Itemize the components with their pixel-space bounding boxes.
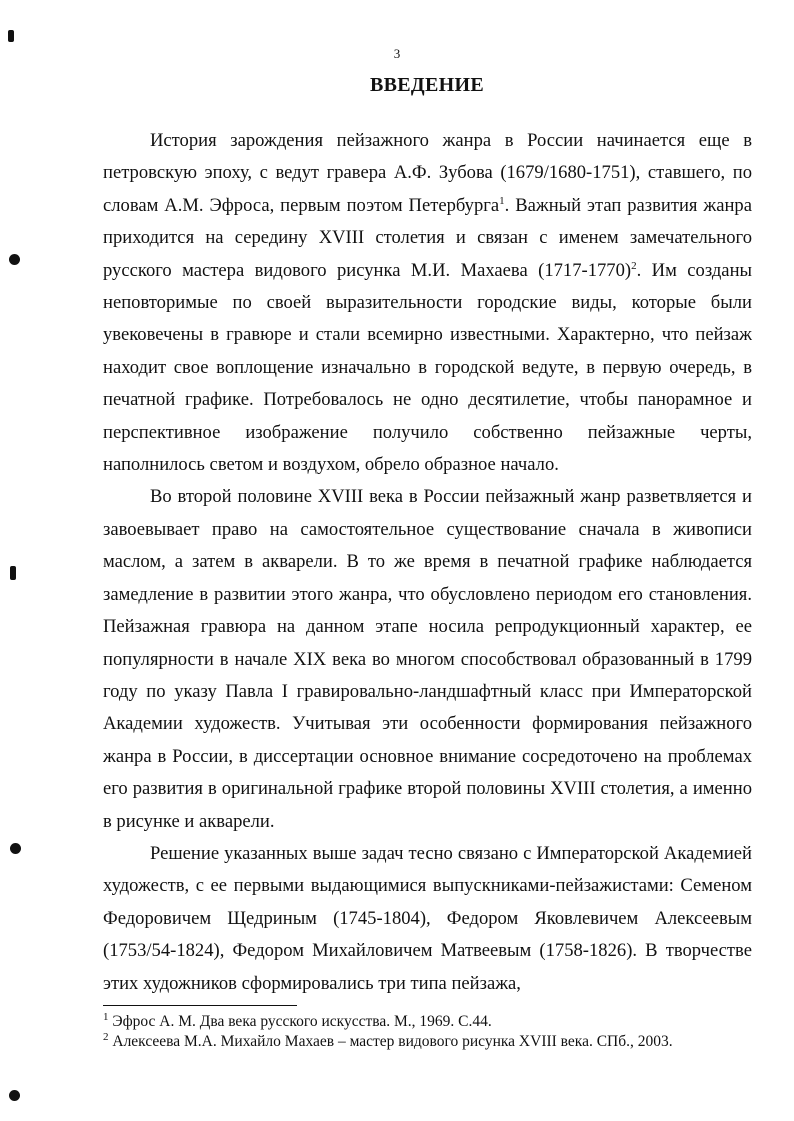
- page-number: 3: [393, 46, 401, 61]
- paragraph-text: Решение указанных выше задач тесно связано с Императорской Академией художеств, с ее первыми выдающимися выпускниками-пейзажистами: Семеном Федоровичем Щедриным (1745-1804), Федором Яковлевичем Алексеевым (1753/54-1824), Федором Михайловичем Матвеевым (1758-1826). В творчестве этих художников сформировались три типа пейзажа,: [103, 842, 752, 994]
- paragraph-text: Во второй половине XVIII века в России пейзажный жанр разветвляется и завоевывает право на самостоятельное существование сначала в живописи маслом, а затем в акварели. В то же время в печатной графике наблюдается замедление в развитии этого жанра, что обусловлено периодом его становления. Пейзажная гравюра на данном этапе носила репродукционный характер, ее популярности в начале XIX века во многом способствовал образованный в 1799 году по указу Павла I гравировально-ландшафтный класс при Императорской Академии художеств. Учитывая эти особенности формирования пейзажного жанра в России, в диссертации основное внимание сосредоточено на проблемах его развития в оригинальной графике второй половины XVIII столетия, а именно в рисунке и акварели.: [103, 486, 752, 832]
- paragraph-text: . Важный этап развития жанра приходится на середину XVIII столетия и связан с именем замечательного русского мастера видового рисунка М.И. Махаева (1717-1770): [103, 194, 752, 281]
- footnote-text: Эфрос А. М. Два века русского искусства. М., 1969. С.44.: [108, 1013, 492, 1030]
- footnote-text: Алексеева М.А. Михайло Махаев – мастер видового рисунка XVIII века. СПб., 2003.: [108, 1033, 673, 1050]
- paragraph-2: [103, 481, 752, 837]
- binding-hole-mark: [10, 843, 21, 854]
- footnote-marker: 2: [103, 1030, 109, 1043]
- binding-hole-mark: [9, 254, 20, 265]
- binding-hole-mark: [8, 30, 14, 42]
- footnotes: [103, 1012, 752, 1052]
- binding-hole-mark: [9, 1090, 20, 1101]
- binding-hole-mark: [10, 566, 16, 580]
- footnote-reference: 1: [499, 194, 505, 207]
- footnote-marker: 1: [103, 1010, 109, 1023]
- paragraph-text: . Им созданы неповторимые по своей выразительности городские виды, которые были увековечены в гравюре и стали всемирно известными. Характерно, что пейзаж находит свое воплощение изначально в городской ведуте, в первую очередь, в печатной графике. Потребовалось не одно десятилетие, чтобы панорамное и перспективное изображение получило собственно пейзажные черты, наполнилось светом и воздухом, обрело образное начало.: [103, 259, 753, 476]
- paragraph-1: [103, 125, 752, 481]
- footnote-1: [103, 1012, 752, 1032]
- footnote-divider: [103, 1005, 297, 1006]
- body-text: [103, 125, 752, 1000]
- chapter-heading: ВВЕДЕНИЕ: [370, 74, 484, 96]
- footnote-2: [103, 1032, 752, 1052]
- paragraph-text: История зарождения пейзажного жанра в России начинается еще в петровскую эпоху, с ведут гравера А.Ф. Зубова (1679/1680-1751), ставшего, по словам А.М. Эфроса, первым поэтом Петербурга: [103, 130, 752, 216]
- paragraph-3: [103, 838, 752, 1000]
- footnote-reference: 2: [631, 259, 637, 272]
